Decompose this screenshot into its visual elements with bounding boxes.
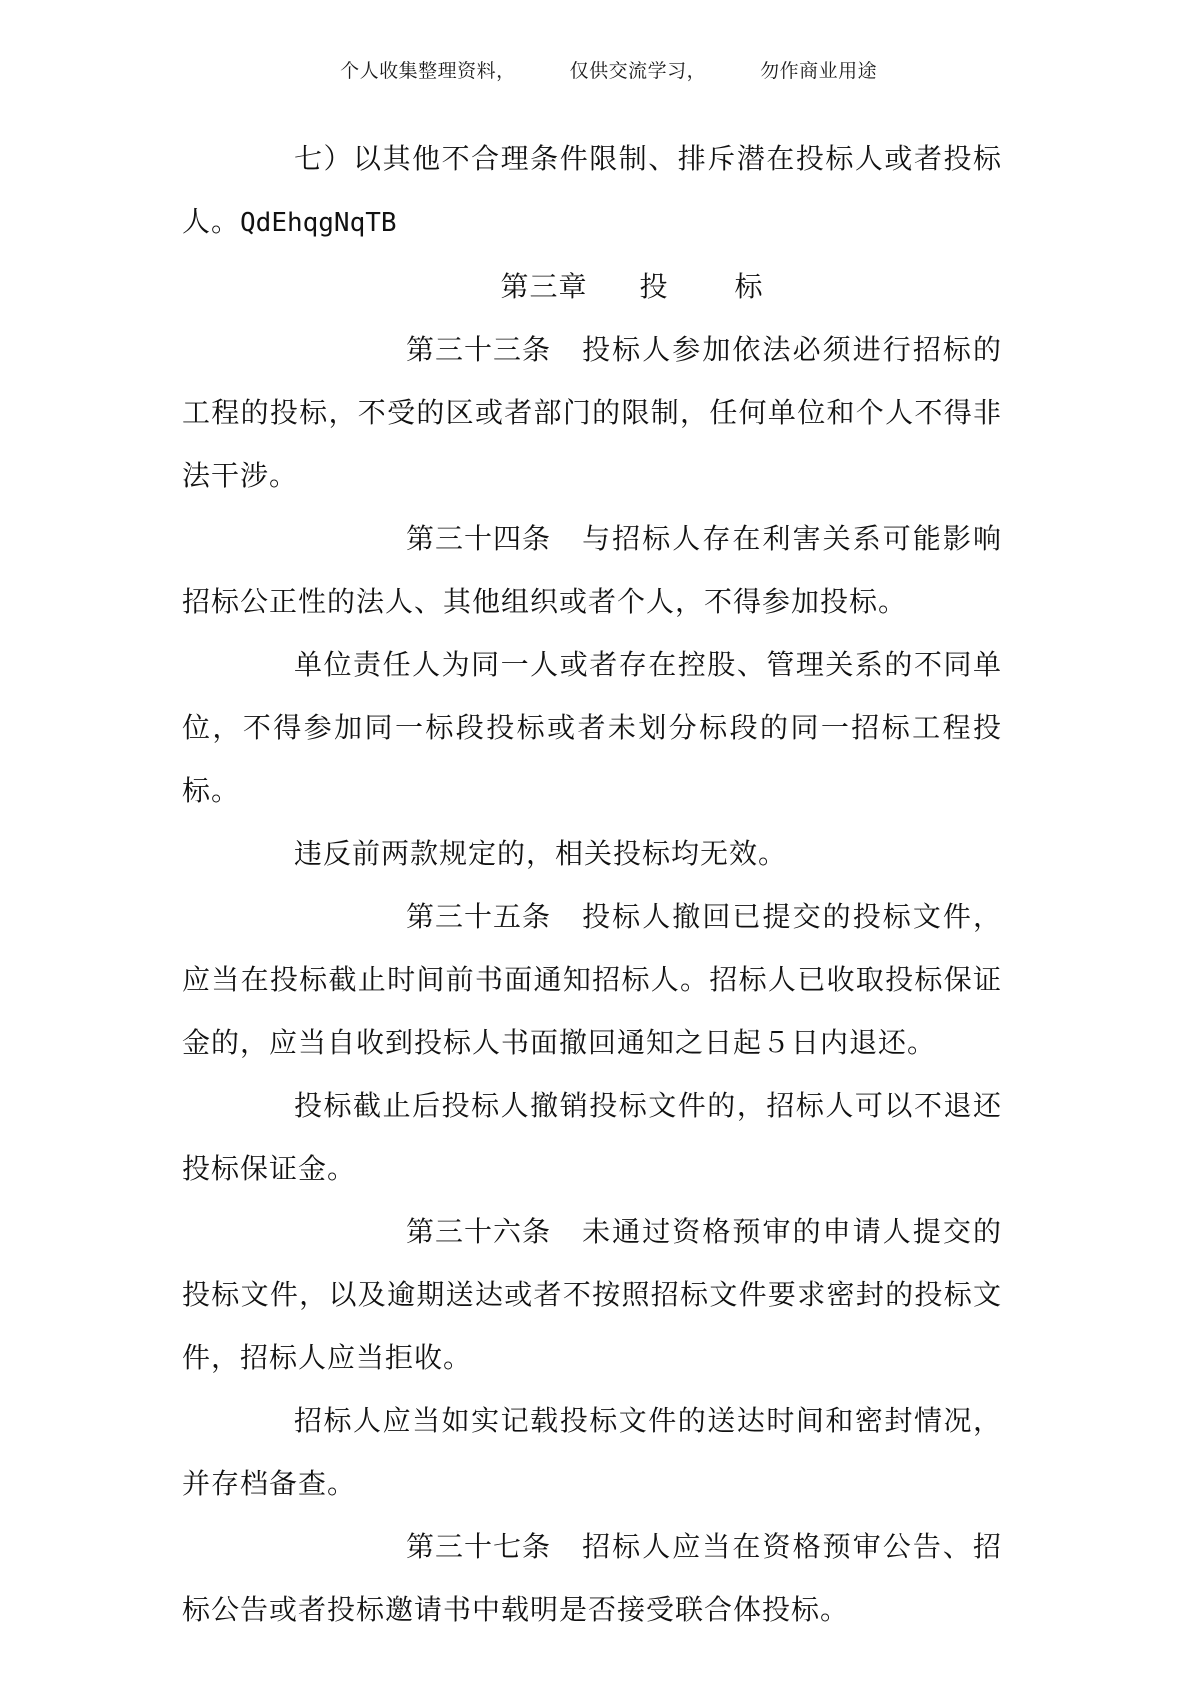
article-35-number: 第三十五条 [406, 900, 552, 933]
chapter-title-char-2: 标 [734, 270, 764, 303]
article-36-text: 未通过资格预审的申请人提交的投标文件，以及逾期送达或者不按照招标文件要求密封的投标文件，招标人应当拒收。 [182, 1215, 1002, 1374]
chapter-number: 第三章 [500, 270, 588, 303]
article-33-text: 投标人参加依法必须进行招标的工程的投标，不受的区或者部门的限制，任何单位和个人不得非法干涉。 [182, 333, 1002, 492]
paragraph-after-deadline: 投标截止后投标人撤销投标文件的，招标人可以不退还投标保证金。 [182, 1089, 1002, 1185]
article-36 [182, 1200, 1002, 1389]
paragraph-item-7 [182, 127, 1002, 255]
article-37-number: 第三十七条 [406, 1530, 552, 1563]
article-34-number: 第三十四条 [406, 522, 552, 555]
header-part-1: 个人收集整理资料， [340, 60, 516, 82]
page-header [0, 34, 1191, 105]
paragraph-record: 招标人应当如实记载投标文件的送达时间和密封情况，并存档备查。 [182, 1404, 1002, 1500]
article-35-text: 投标人撤回已提交的投标文件，应当在投标截止时间前书面通知招标人。招标人已收取投标保证金的，应当自收到投标人书面撤回通知之日起５日内退还。 [182, 900, 1002, 1059]
article-33 [182, 318, 1002, 507]
chapter-heading [182, 255, 1002, 318]
paragraph-unit-responsible: 单位责任人为同一人或者存在控股、管理关系的不同单位，不得参加同一标段投标或者未划分标段的同一招标工程投标。 [182, 648, 1002, 807]
article-37-text: 招标人应当在资格预审公告、招标公告或者投标邀请书中载明是否接受联合体投标。 [182, 1530, 1002, 1626]
document-body [182, 127, 1002, 1641]
header-part-2: 仅供交流学习， [569, 60, 707, 82]
paragraph-item-7-text: 七）以其他不合理条件限制、排斥潜在投标人或者投标人。 [182, 142, 1002, 238]
paragraph-item-7-code: QdEhqgNqTB [240, 208, 397, 238]
article-33-number: 第三十三条 [406, 333, 552, 366]
article-37 [182, 1515, 1002, 1641]
paragraph-violation: 违反前两款规定的，相关投标均无效。 [294, 837, 788, 870]
article-34-text: 与招标人存在利害关系可能影响招标公正性的法人、其他组织或者个人，不得参加投标。 [182, 522, 1002, 618]
chapter-title-char-1: 投 [639, 270, 669, 303]
article-35 [182, 885, 1002, 1074]
article-34 [182, 507, 1002, 633]
header-part-3: 勿作商业用途 [760, 60, 878, 82]
article-36-number: 第三十六条 [406, 1215, 552, 1248]
